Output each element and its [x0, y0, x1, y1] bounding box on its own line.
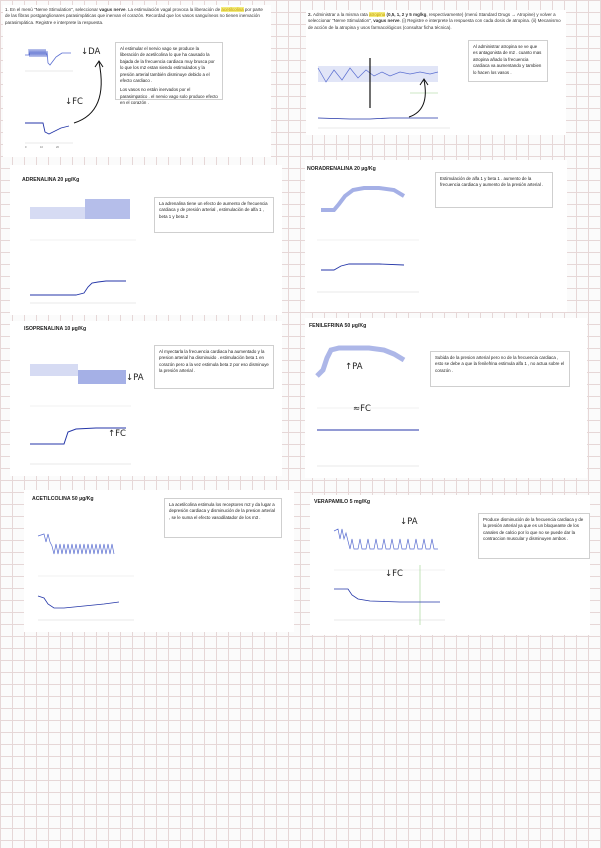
acetilcolina-chart [34, 528, 144, 628]
isoprenalina-chart [26, 356, 136, 471]
acetilcolina-pressure-trace [38, 534, 114, 554]
fenilefrina-note: Subida de la presion arterial pero no de la frecuencia cardiaca , esto se debe a que la fenilefrina estimula alfa 1 , no actua sobre el corazón . [430, 351, 570, 387]
card-fenilefrina [305, 318, 587, 478]
isoprenalina-hand-fc: ↑FC [108, 429, 126, 439]
vagus-note: Al estimular el nervio vago se produce la liberación de acetilcolina lo que ha causado la bajada de la frecuencia cardiaca muy brusca por lo que los m2 estan siendo estimulados y la presión arterial también disminuye debido a el efecto cardiaco . Los vasos no están inervados por el parasimpatico . el nervio vago solo produce efecto en el corazón . [115, 42, 223, 100]
q1-intro: 1. En el menú "Nerve Stimulation", seleccionar vagus nerve. La estimulación vagal provoca la liberación de acetilcolina por parte de las fibras postganglionares parasimpáticas que inervan el corazón. Recordad que los vasos sanguíneos no tienen inervación parasimpática. Registre e interprete la respuesta. [5, 7, 263, 25]
svg-text:20: 20 [56, 146, 59, 149]
card-isoprenalina [10, 321, 282, 476]
isoprenalina-title: ISOPRENALINA 10 µg/Kg [24, 326, 87, 332]
card-atropina [306, 10, 566, 135]
verapamilo-title: VERAPAMILO 5 mg/Kg [314, 499, 371, 505]
svg-text:10: 10 [40, 146, 43, 149]
adrenalina-title: ADRENALINA 20 µg/Kg [22, 177, 80, 183]
card-acetilcolina [24, 490, 294, 632]
vagus-rate-trace [25, 123, 69, 134]
card-noradrenalina [305, 160, 567, 312]
verapamilo-note: Produce disminución de la frecuencia cardiaca y de la presión arterial ya que es un bloqueante de los canales de calcio por lo que no se puede dar la contraccion muscular y disminuyen ambos . [478, 513, 590, 559]
acetilcolina-rate-trace [38, 596, 119, 608]
acetilcolina-title: ACETILCOLINA 50 µg/Kg [32, 496, 94, 502]
noradrenalina-rate-trace [321, 264, 404, 270]
vagus-hand-fc: ↓FC [65, 97, 83, 107]
isoprenalina-note: Al myectarla la frecuencia cardiaca ha aumentado y la presion arterial ha disminuido . estimulación beta 1 en corazón pero a la vez estimula beta 2 por eso disminuye la presión arterial . [154, 345, 274, 389]
verapamilo-hand-pa: ↓PA [400, 517, 418, 527]
fenilefrina-title: FENILEFRINA 50 µg/Kg [309, 323, 367, 329]
vagus-hand-da: ↓DA [81, 47, 101, 57]
verapamilo-hand-fc: ↓FC [385, 569, 403, 579]
adrenalina-note: La adrenalina tiene un efecto de aumento de frecuencia cardiaca y de presión arterial , estimulación de alfa 1 , beta 1 y beta 2 [154, 197, 274, 233]
acetilcolina-note: La acetilcolina estimula los receptores m2 y da lugar a depresión cardiaca y disminución de la presion arterial , se le suma el efecto vasodilatador de los m3 . [164, 498, 282, 538]
atropina-chart [310, 38, 460, 133]
noradrenalina-chart [309, 180, 434, 305]
atropina-note: Al administrar atropina se ve que es antagonista de m2 . cuanto mas atropina añado la frecuencia cardiaca va aumentando y tambien lo hacen los vasos . [468, 40, 548, 82]
svg-text:0: 0 [25, 146, 27, 149]
noradrenalina-note: Estimulación de alfa 1 y beta 1 . aumento de la frecuencia cardiaca y aumento de la presión arterial . [435, 172, 553, 208]
card-vagus [3, 5, 271, 157]
adrenalina-rate-trace [30, 281, 126, 295]
noradrenalina-title: NORADRENALINA 20 µg/Kg [307, 166, 376, 172]
adrenalina-chart [26, 195, 146, 310]
vagus-curved-arrow [69, 57, 114, 127]
noradrenalina-pressure-trace [321, 188, 404, 210]
card-adrenalina [10, 165, 282, 315]
vagus-pressure-trace [25, 49, 71, 65]
fenilefrina-hand-pa: ↑PA [345, 362, 363, 372]
atropina-curved-arrow [406, 75, 436, 120]
q2-intro: 2. Administrar a la misma rata atropina (0,5, 1, 2 y 5 mg/kg, respectivamente) (menú Standard Drugs → Atropine) y volver a seleccionar "Nerve Stimulation", vagus nerve. (i) Registre e interprete la respuesta con cada dosis de atropina. (ii) Mecanismo de acción de la atropina y usos farmacológicos (consultar ficha técnica). [308, 12, 561, 30]
card-verapamilo [310, 495, 590, 635]
verapamilo-rate-trace [334, 589, 440, 602]
fenilefrina-hand-fc: ≈FC [353, 404, 371, 414]
isoprenalina-hand-pa: ↓PA [126, 373, 144, 383]
verapamilo-pressure-trace [334, 529, 438, 549]
